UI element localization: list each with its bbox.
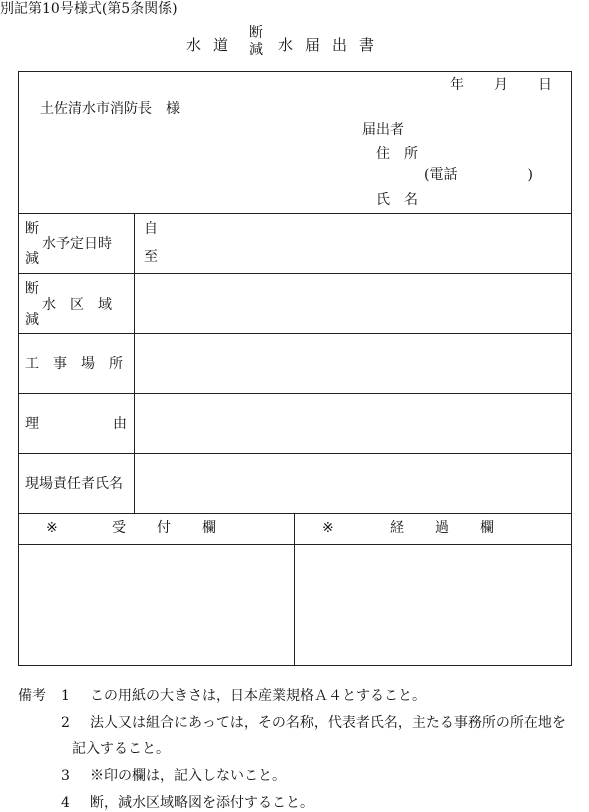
schedule-label: 水予定日時 xyxy=(42,236,112,252)
responsible-field[interactable] xyxy=(135,454,570,512)
responsible-label: 現場責任者氏名 xyxy=(25,476,123,492)
note-text: この用紙の大きさは，日本産業規格Ａ４とすること。 xyxy=(90,688,426,704)
note-text: 断，減水区域略図を添付すること。 xyxy=(90,795,314,811)
schedule-label-bottom: 減 xyxy=(25,251,39,267)
reason-label-left: 理 xyxy=(25,416,39,432)
site-field[interactable] xyxy=(135,334,570,392)
progress-label: 経 過 欄 xyxy=(390,520,495,536)
schedule-to-field[interactable] xyxy=(160,243,570,272)
applicant-label: 届出者 xyxy=(362,122,404,138)
date-day-label: 日 xyxy=(538,77,552,93)
title-part2: 水届出書 xyxy=(278,36,387,54)
reception-mark: ※ xyxy=(46,520,58,536)
note-number: 1 xyxy=(61,688,70,704)
title-part1: 水道 xyxy=(186,36,241,54)
title-stacked-bottom: 減 xyxy=(249,42,263,58)
notes-heading: 備考 xyxy=(18,688,46,704)
note-number: 3 xyxy=(61,768,70,784)
schedule-from-field[interactable] xyxy=(160,214,570,243)
reason-field[interactable] xyxy=(135,394,570,452)
progress-mark: ※ xyxy=(322,520,334,536)
recipient: 土佐清水市消防長 様 xyxy=(40,101,180,117)
schedule-label-top: 断 xyxy=(25,221,39,237)
progress-field xyxy=(295,545,570,664)
area-label-top: 断 xyxy=(25,281,39,297)
area-label-bottom: 減 xyxy=(25,312,39,328)
reception-field xyxy=(19,545,293,664)
note-number: 4 xyxy=(61,795,70,811)
reason-label-right: 由 xyxy=(113,416,127,432)
title-stacked-top: 断 xyxy=(249,25,263,41)
phone-label: (電話 ) xyxy=(424,167,533,183)
note-number: 2 xyxy=(61,715,70,731)
note-text-continued: 記入すること。 xyxy=(72,741,170,757)
area-label: 水 区 域 xyxy=(42,297,112,313)
name-label: 氏 名 xyxy=(376,192,418,208)
area-field[interactable] xyxy=(135,274,570,332)
schedule-from-label: 自 xyxy=(144,221,158,237)
form-number: 別記第10号様式(第5条関係) xyxy=(0,1,178,17)
site-label: 工 事 場 所 xyxy=(25,356,123,372)
schedule-to-label: 至 xyxy=(144,249,158,265)
date-year-label: 年 xyxy=(450,77,464,93)
date-month-label: 月 xyxy=(494,77,508,93)
note-text: ※印の欄は，記入しないこと。 xyxy=(90,768,286,784)
address-label: 住 所 xyxy=(376,146,418,162)
reception-label: 受 付 欄 xyxy=(112,520,217,536)
note-text: 法人又は組合にあっては，その名称，代表者氏名，主たる事務所の所在地を xyxy=(90,715,566,731)
